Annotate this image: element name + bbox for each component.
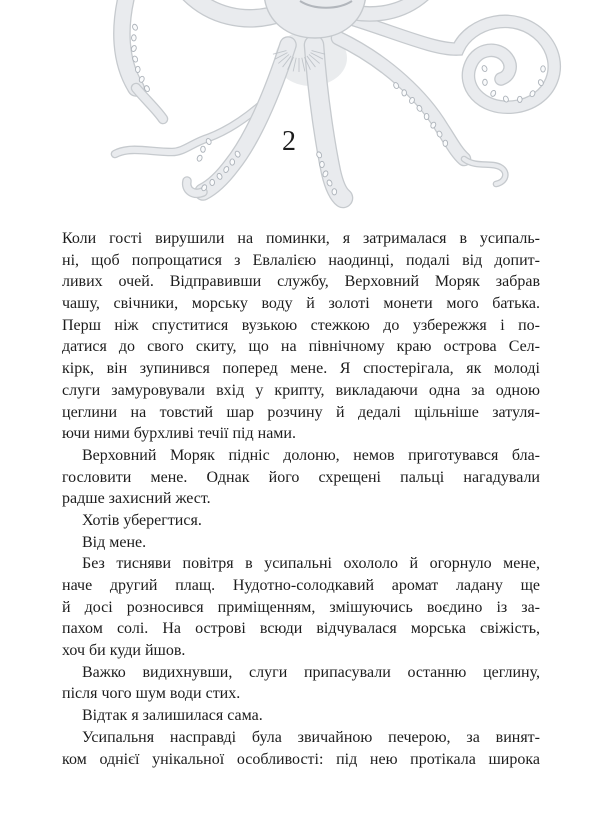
body-text	[62, 228, 540, 770]
text-line: гословити мене. Однак його схрещені пальці нагадували	[62, 468, 540, 486]
text-line: датися до свого скиту, що на північному краю острова Сел-	[62, 338, 540, 356]
text-line: Відтак я залишилася сама.	[82, 707, 263, 725]
text-line: ні, щоб попрощатися з Евлалією наодинці, подалі від допит-	[62, 251, 540, 269]
text-line: радше захисний жест.	[62, 490, 211, 508]
text-line: слуги замуровували вхід у крипту, викладаючи одна за одною	[62, 381, 540, 399]
text-line: Від мене.	[82, 533, 147, 551]
text-line: наче другий плащ. Нудотно-солодкавий аромат ладану ще	[62, 577, 540, 594]
tentacle	[136, 88, 163, 119]
text-line: й досі розносився приміщенням, змішуючись воєдино із за-	[62, 598, 540, 616]
text-line: цеглини на товстий шар розчину й дедалі щільніше затуля-	[62, 403, 540, 421]
text-line: після чого шум води стих.	[62, 685, 241, 703]
text-line: хоч би куди йшов.	[62, 642, 186, 660]
text-line: чашу, свічники, морську воду й золоті монети мого батька.	[62, 295, 540, 313]
text-line: кірк, він зупинився поперед мене. Я спостерігала, як молоді	[62, 360, 540, 378]
text-line: Перш ніж спуститися вузькою стежкою до узбережжя і по-	[62, 316, 540, 334]
text-line: Верховний Моряк підніс долоню, немов приготувався бла-	[82, 446, 540, 464]
text-line: ком однієї унікальної особливості: під нею протікала широка	[62, 750, 540, 768]
text-line: ючи ними бурхливі течії під нами.	[62, 425, 296, 443]
text-line: Коли гості вирушили на поминки, я затрималася в усипаль-	[62, 230, 540, 247]
text-line: Хотів уберегтися.	[82, 511, 202, 529]
octopus-illustration	[0, 0, 600, 230]
text-line: Без тисняви повітря в усипальні охололо й огорнуло мене,	[82, 555, 540, 573]
octopus-mantle	[264, 0, 366, 38]
chapter-number: 2	[282, 126, 296, 157]
tentacle	[122, 0, 136, 88]
text-line: Усипальня насправді була звичайною печерою, за винят-	[82, 728, 540, 746]
text-line: пахом солі. На острові всюди відчувалася морська свіжість,	[62, 620, 540, 638]
text-line: Важко видихнувши, слуги припасували останню цеглину,	[82, 663, 540, 681]
text-line: ливих очей. Відправивши службу, Верховний Моряк забрав	[62, 273, 540, 291]
